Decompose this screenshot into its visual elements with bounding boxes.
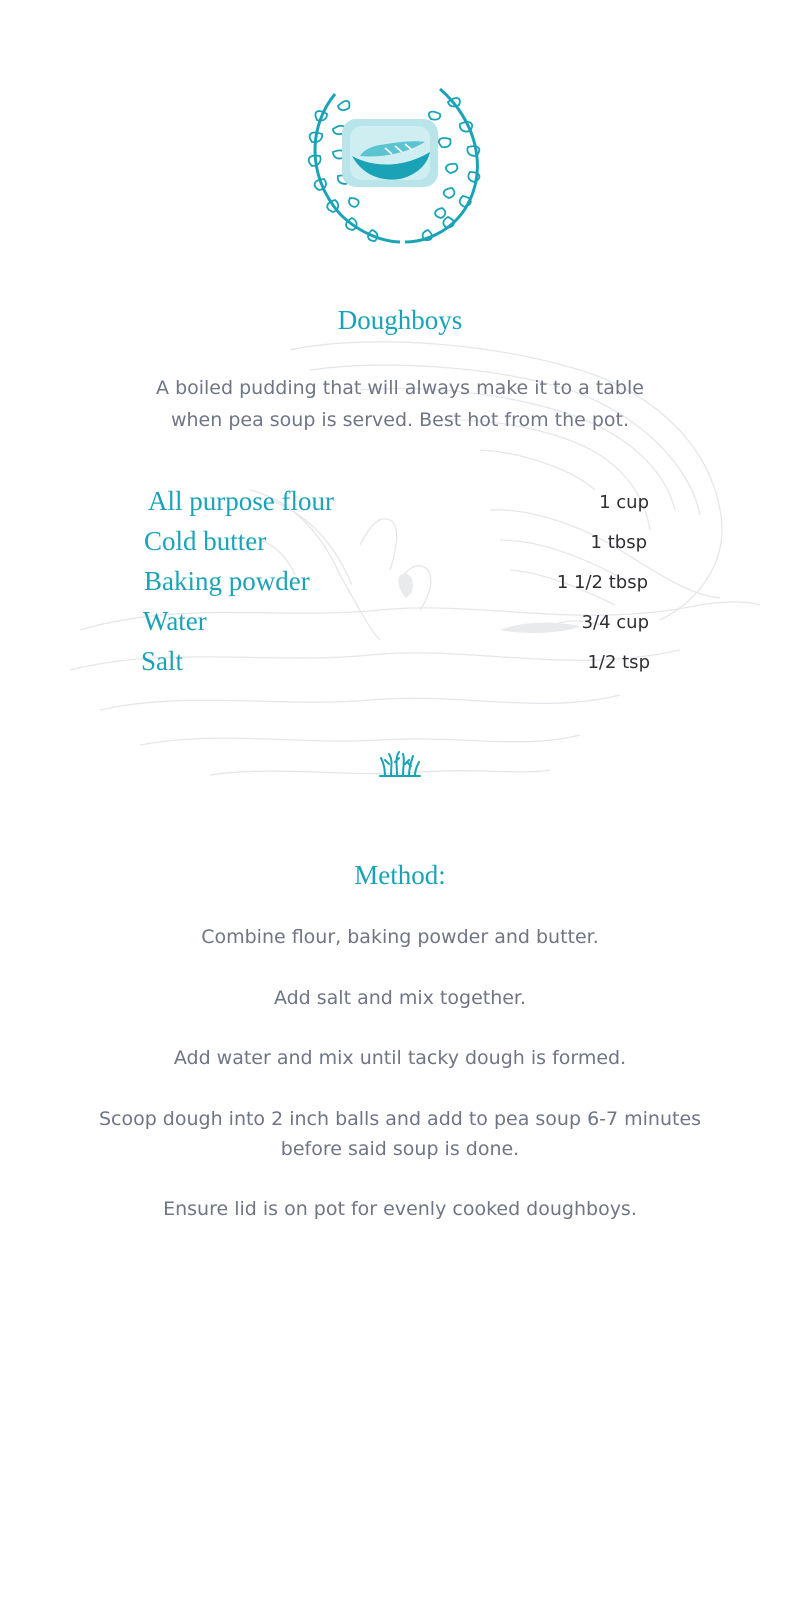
method-step: Scoop dough into 2 inch balls and add to pea soup 6-7 minutes before said soup is done. [98, 1108, 702, 1160]
method-step: Add salt and mix together. [273, 987, 527, 1009]
ingredient-name: Salt [141, 646, 184, 676]
ingredient-quantity: 1 1/2 tbsp [556, 572, 648, 593]
recipe-intro: A boiled pudding that will always make it to a table when pea soup is served. Best hot from the pot. [156, 377, 644, 431]
coral-divider-icon [375, 748, 425, 780]
boat-laurel-logo-icon [300, 84, 500, 249]
ingredient-name: All purpose flour [148, 486, 334, 516]
recipe-title: Doughboys [337, 305, 463, 335]
ingredient-quantity: 1 tbsp [590, 532, 647, 553]
ingredient-name: Baking powder [144, 566, 310, 596]
ingredient-quantity: 1/2 tsp [587, 652, 650, 673]
ingredient-name: Cold butter [144, 526, 267, 556]
method-step: Combine flour, baking powder and butter. [201, 926, 599, 948]
ingredient-name: Water [143, 606, 207, 636]
method-step: Add water and mix until tacky dough is formed. [173, 1047, 627, 1069]
method-title: Method: [354, 860, 446, 890]
ingredient-quantity: 1 cup [599, 492, 649, 513]
method-step: Ensure lid is on pot for evenly cooked doughboys. [163, 1198, 637, 1220]
ingredient-quantity: 3/4 cup [581, 612, 649, 633]
